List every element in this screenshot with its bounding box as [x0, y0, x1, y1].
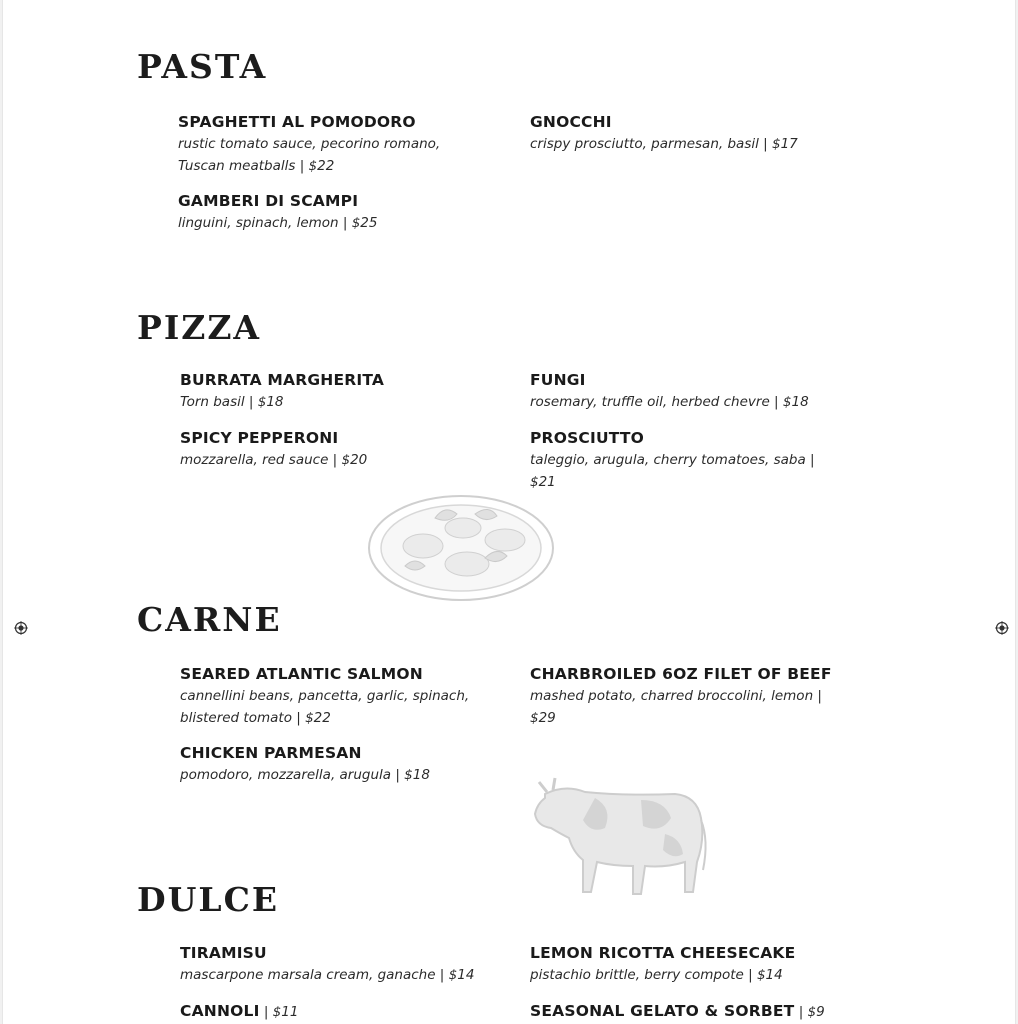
menu-item-name: LEMON RICOTTA CHEESECAKE: [530, 944, 796, 962]
menu-item-name: GNOCCHI: [530, 113, 612, 131]
registration-mark-icon: [14, 621, 28, 635]
section-title-carne: CARNE: [137, 600, 282, 639]
menu-item-description: | $9: [794, 1004, 825, 1020]
section-title-dulce: DULCE: [137, 880, 280, 919]
menu-item: [180, 429, 480, 471]
menu-item-name: SPICY PEPPERONI: [180, 429, 339, 447]
menu-item-description: Torn basil | $18: [180, 394, 284, 410]
menu-item-name: CHARBROILED 6OZ FILET OF BEEF: [530, 665, 832, 683]
menu-item: [180, 371, 480, 413]
menu-item: [178, 113, 478, 177]
menu-item: [180, 944, 480, 986]
menu-item-name: TIRAMISU: [180, 944, 267, 962]
cow-illustration-icon: [515, 764, 715, 904]
menu-item: [530, 429, 830, 493]
menu-item: [530, 944, 830, 986]
menu-item-name: BURRATA MARGHERITA: [180, 371, 385, 389]
menu-item-name: PROSCIUTTO: [530, 429, 645, 447]
menu-item-description: taleggio, arugula, cherry tomatoes, saba | $21: [530, 452, 815, 490]
menu-item: [178, 192, 478, 234]
menu-item: [180, 665, 480, 729]
registration-mark-icon: [995, 621, 1009, 635]
menu-item-description: pomodoro, mozzarella, arugula | $18: [180, 767, 430, 783]
menu-item-description: pistachio brittle, berry compote | $14: [530, 967, 783, 983]
menu-item-description: | $11: [259, 1004, 299, 1020]
menu-item-name: CHICKEN PARMESAN: [180, 744, 362, 762]
menu-item-name: GAMBERI DI SCAMPI: [178, 192, 359, 210]
menu-item: [530, 665, 835, 729]
menu-item-description: crispy prosciutto, parmesan, basil | $17: [530, 136, 798, 152]
menu-item-name: CANNOLI: [180, 1002, 260, 1020]
menu-item: [530, 113, 830, 155]
menu-item-description: mozzarella, red sauce | $20: [180, 452, 368, 468]
menu-item-name: SPAGHETTI AL POMODORO: [178, 113, 416, 131]
menu-item-name: SEASONAL GELATO & SORBET: [530, 1002, 795, 1020]
section-title-pizza: PIZZA: [137, 308, 262, 347]
pizza-illustration-icon: [365, 488, 557, 606]
menu-item: [530, 1001, 850, 1023]
menu-item: [180, 744, 480, 786]
menu-item-description: cannellini beans, pancetta, garlic, spinach, blistered tomato | $22: [180, 688, 470, 726]
menu-item: [530, 371, 830, 413]
menu-item-name: FUNGI: [530, 371, 586, 389]
menu-item: [180, 1001, 480, 1023]
menu-item-description: rosemary, truffle oil, herbed chevre | $18: [530, 394, 809, 410]
menu-page: [2, 0, 1016, 1024]
menu-item-description: linguini, spinach, lemon | $25: [178, 215, 378, 231]
menu-item-description: mascarpone marsala cream, ganache | $14: [180, 967, 475, 983]
menu-item-description: rustic tomato sauce, pecorino romano, Tuscan meatballs | $22: [178, 136, 441, 174]
menu-item-description: mashed potato, charred broccolini, lemon | $29: [530, 688, 822, 726]
menu-item-name: SEARED ATLANTIC SALMON: [180, 665, 423, 683]
section-title-pasta: PASTA: [137, 47, 268, 86]
